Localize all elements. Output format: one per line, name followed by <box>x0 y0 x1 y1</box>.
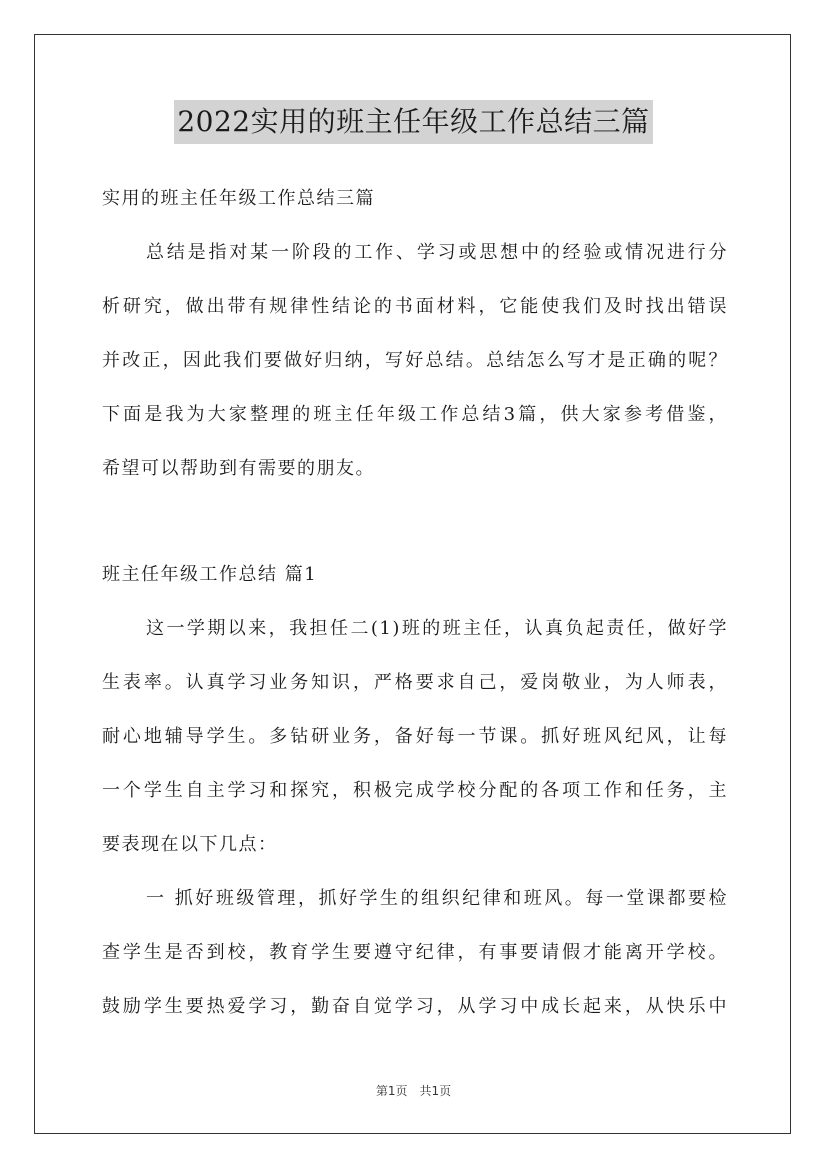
intro-line: 下面是我为大家整理的班主任年级工作总结3篇，供大家参考借鉴， <box>102 404 728 425</box>
document-subtitle: 实用的班主任年级工作总结三篇 <box>102 188 375 209</box>
paragraph-line: 查学生是否到校，教育学生要遵守纪律，有事要请假才能离开学校。 <box>102 942 728 963</box>
intro-line: 希望可以帮助到有需要的朋友。 <box>102 458 375 479</box>
section1-paragraph-1 <box>102 602 728 872</box>
intro-line: 析研究，做出带有规律性结论的书面材料，它能使我们及时找出错误 <box>102 296 728 317</box>
section1-paragraph-2 <box>102 872 728 1034</box>
paragraph-line: 要表现在以下几点： <box>102 834 278 855</box>
paragraph-line: 这一学期以来，我担任二(1)班的班主任，认真负起责任，做好学 <box>146 618 728 639</box>
paragraph-line: 耐心地辅导学生。多钻研业务，备好每一节课。抓好班风纪风，让每 <box>102 726 728 747</box>
document-title: 2022实用的班主任年级工作总结三篇 <box>174 100 652 144</box>
paragraph-line: 鼓励学生要热爱学习，勤奋自觉学习，从学习中成长起来，从快乐中 <box>102 996 728 1017</box>
page-footer <box>0 1082 827 1099</box>
intro-paragraph <box>102 226 728 496</box>
paragraph-line: 一 抓好班级管理，抓好学生的组织纪律和班风。每一堂课都要检 <box>146 888 728 909</box>
intro-line: 并改正，因此我们要做好归纳，写好总结。总结怎么写才是正确的呢？ <box>102 350 728 371</box>
page-number: 第1页 共1页 <box>375 1084 452 1098</box>
document-title-block <box>0 100 827 144</box>
document-body <box>102 172 728 1034</box>
intro-line: 总结是指对某一阶段的工作、学习或思想中的经验或情况进行分 <box>146 242 728 263</box>
paragraph-line: 生表率。认真学习业务知识，严格要求自己，爱岗敬业，为人师表， <box>102 672 728 693</box>
section-spacer <box>102 496 728 548</box>
section-heading: 班主任年级工作总结 篇1 <box>102 564 318 585</box>
paragraph-line: 一个学生自主学习和探究，积极完成学校分配的各项工作和任务，主 <box>102 780 728 801</box>
